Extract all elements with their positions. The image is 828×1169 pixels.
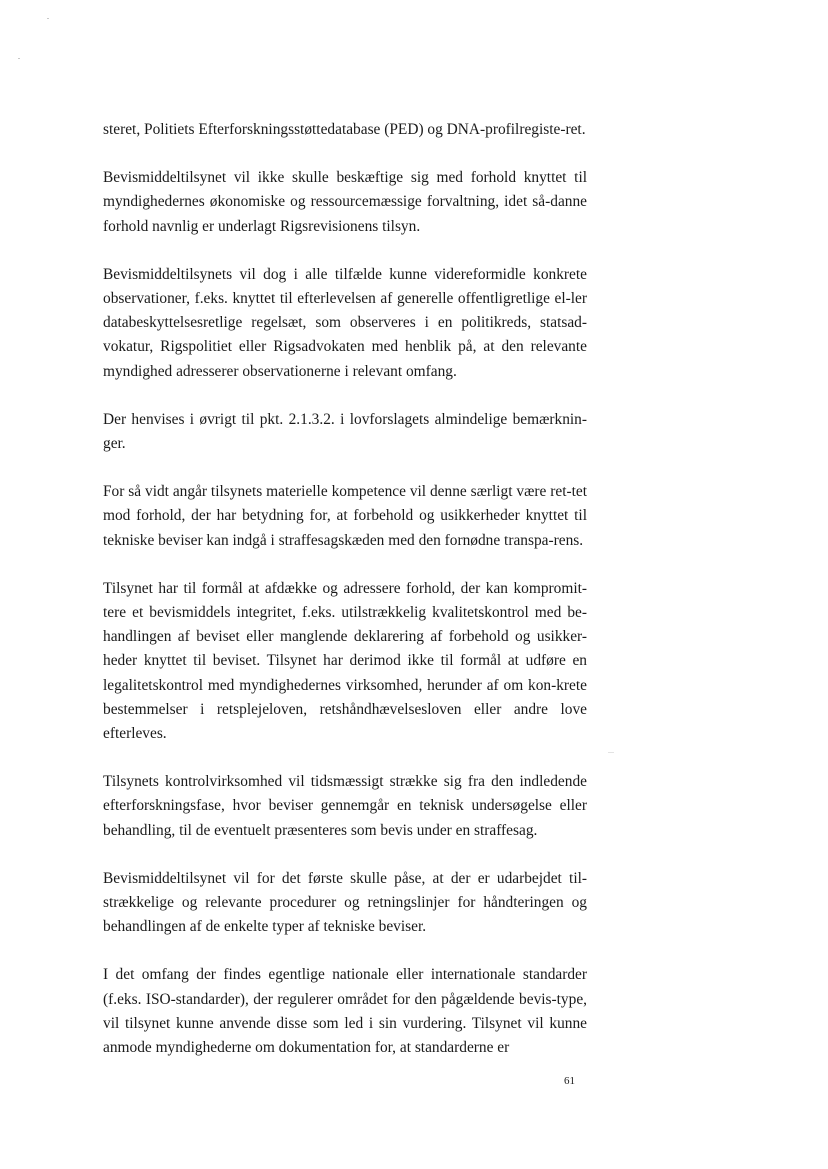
page-number: 61 — [564, 1075, 575, 1087]
scan-speck — [18, 58, 20, 59]
scan-speck — [47, 18, 49, 19]
paragraph-4: Der henvises i øvrigt til pkt. 2.1.3.2. i lovforslagets almindelige bemærknin-ger. — [103, 410, 587, 453]
paragraph-1: steret, Politiets Efterforskningsstøttedatabase (PED) og DNA-profilregiste-ret. — [103, 121, 586, 138]
paragraph-5: For så vidt angår tilsynets materielle kompetence vil denne særligt være ret-tet mod forhold, der har betydning for, at forbehold og usikkerheder knyttet til tekniske beviser kan indgå i straffesagskæden med den fornødne transpa-rens. — [103, 483, 587, 549]
paragraph-2: Bevismiddeltilsynet vil ikke skulle beskæftige sig med forhold knyttet til myndighedernes økonomiske og ressourcemæssige forvaltning, idet så-danne forhold navnlig er underlagt Rigsrevisionens tilsyn. — [103, 169, 587, 235]
scan-speck — [608, 752, 614, 753]
paragraph-9: I det omfang der findes egentlige nationale eller internationale standarder (f.eks. ISO-standarder), der regulerer området for den pågældende bevis-type, vil tilsynet kunne anvende disse som led i sin vurdering. Tilsynet vil kunne anmode myndighederne om dokumentation for, at standarderne er — [103, 966, 587, 1057]
paragraph-8: Bevismiddeltilsynet vil for det første skulle påse, at der er udarbejdet til-strækkelige og relevante procedurer og retningslinjer for håndteringen og behandlingen af de enkelte typer af tekniske beviser. — [103, 869, 587, 936]
paragraph-6: Tilsynet har til formål at afdække og adressere forhold, der kan kompromit-tere et bevismiddels integritet, f.eks. utilstrækkelig kvalitetskontrol med be-handlingen af beviset eller manglende deklarering af forbehold og usikker-heder knyttet til beviset. Tilsynet har derimod ikke til formål at udføre en legalitetskontrol med myndighedernes virksomhed, herunder af om kon-krete bestemmelser i retsplejeloven, retshåndhævelsesloven eller andre love efterleves. — [103, 579, 587, 743]
paragraph-7: Tilsynets kontrolvirksomhed vil tidsmæssigt strække sig fra den indledende efterforskningsfase, hvor beviser gennemgår en teknisk undersøgelse eller behandling, til de eventuelt præsenteres som bevis under en straffesag. — [103, 773, 587, 839]
body-text — [103, 118, 587, 1084]
paragraph-3: Bevismiddeltilsynets vil dog i alle tilfælde kunne videreformidle konkrete observationer, f.eks. knyttet til efterlevelsen af generelle offentligretlige el-ler databeskyttelsesretlige regelsæt, som observeres i en politikreds, statsad-vokatur, Rigspolitiet eller Rigsadvokaten med henblik på, at den relevante myndighed adresserer observationerne i relevant omfang. — [103, 265, 587, 380]
